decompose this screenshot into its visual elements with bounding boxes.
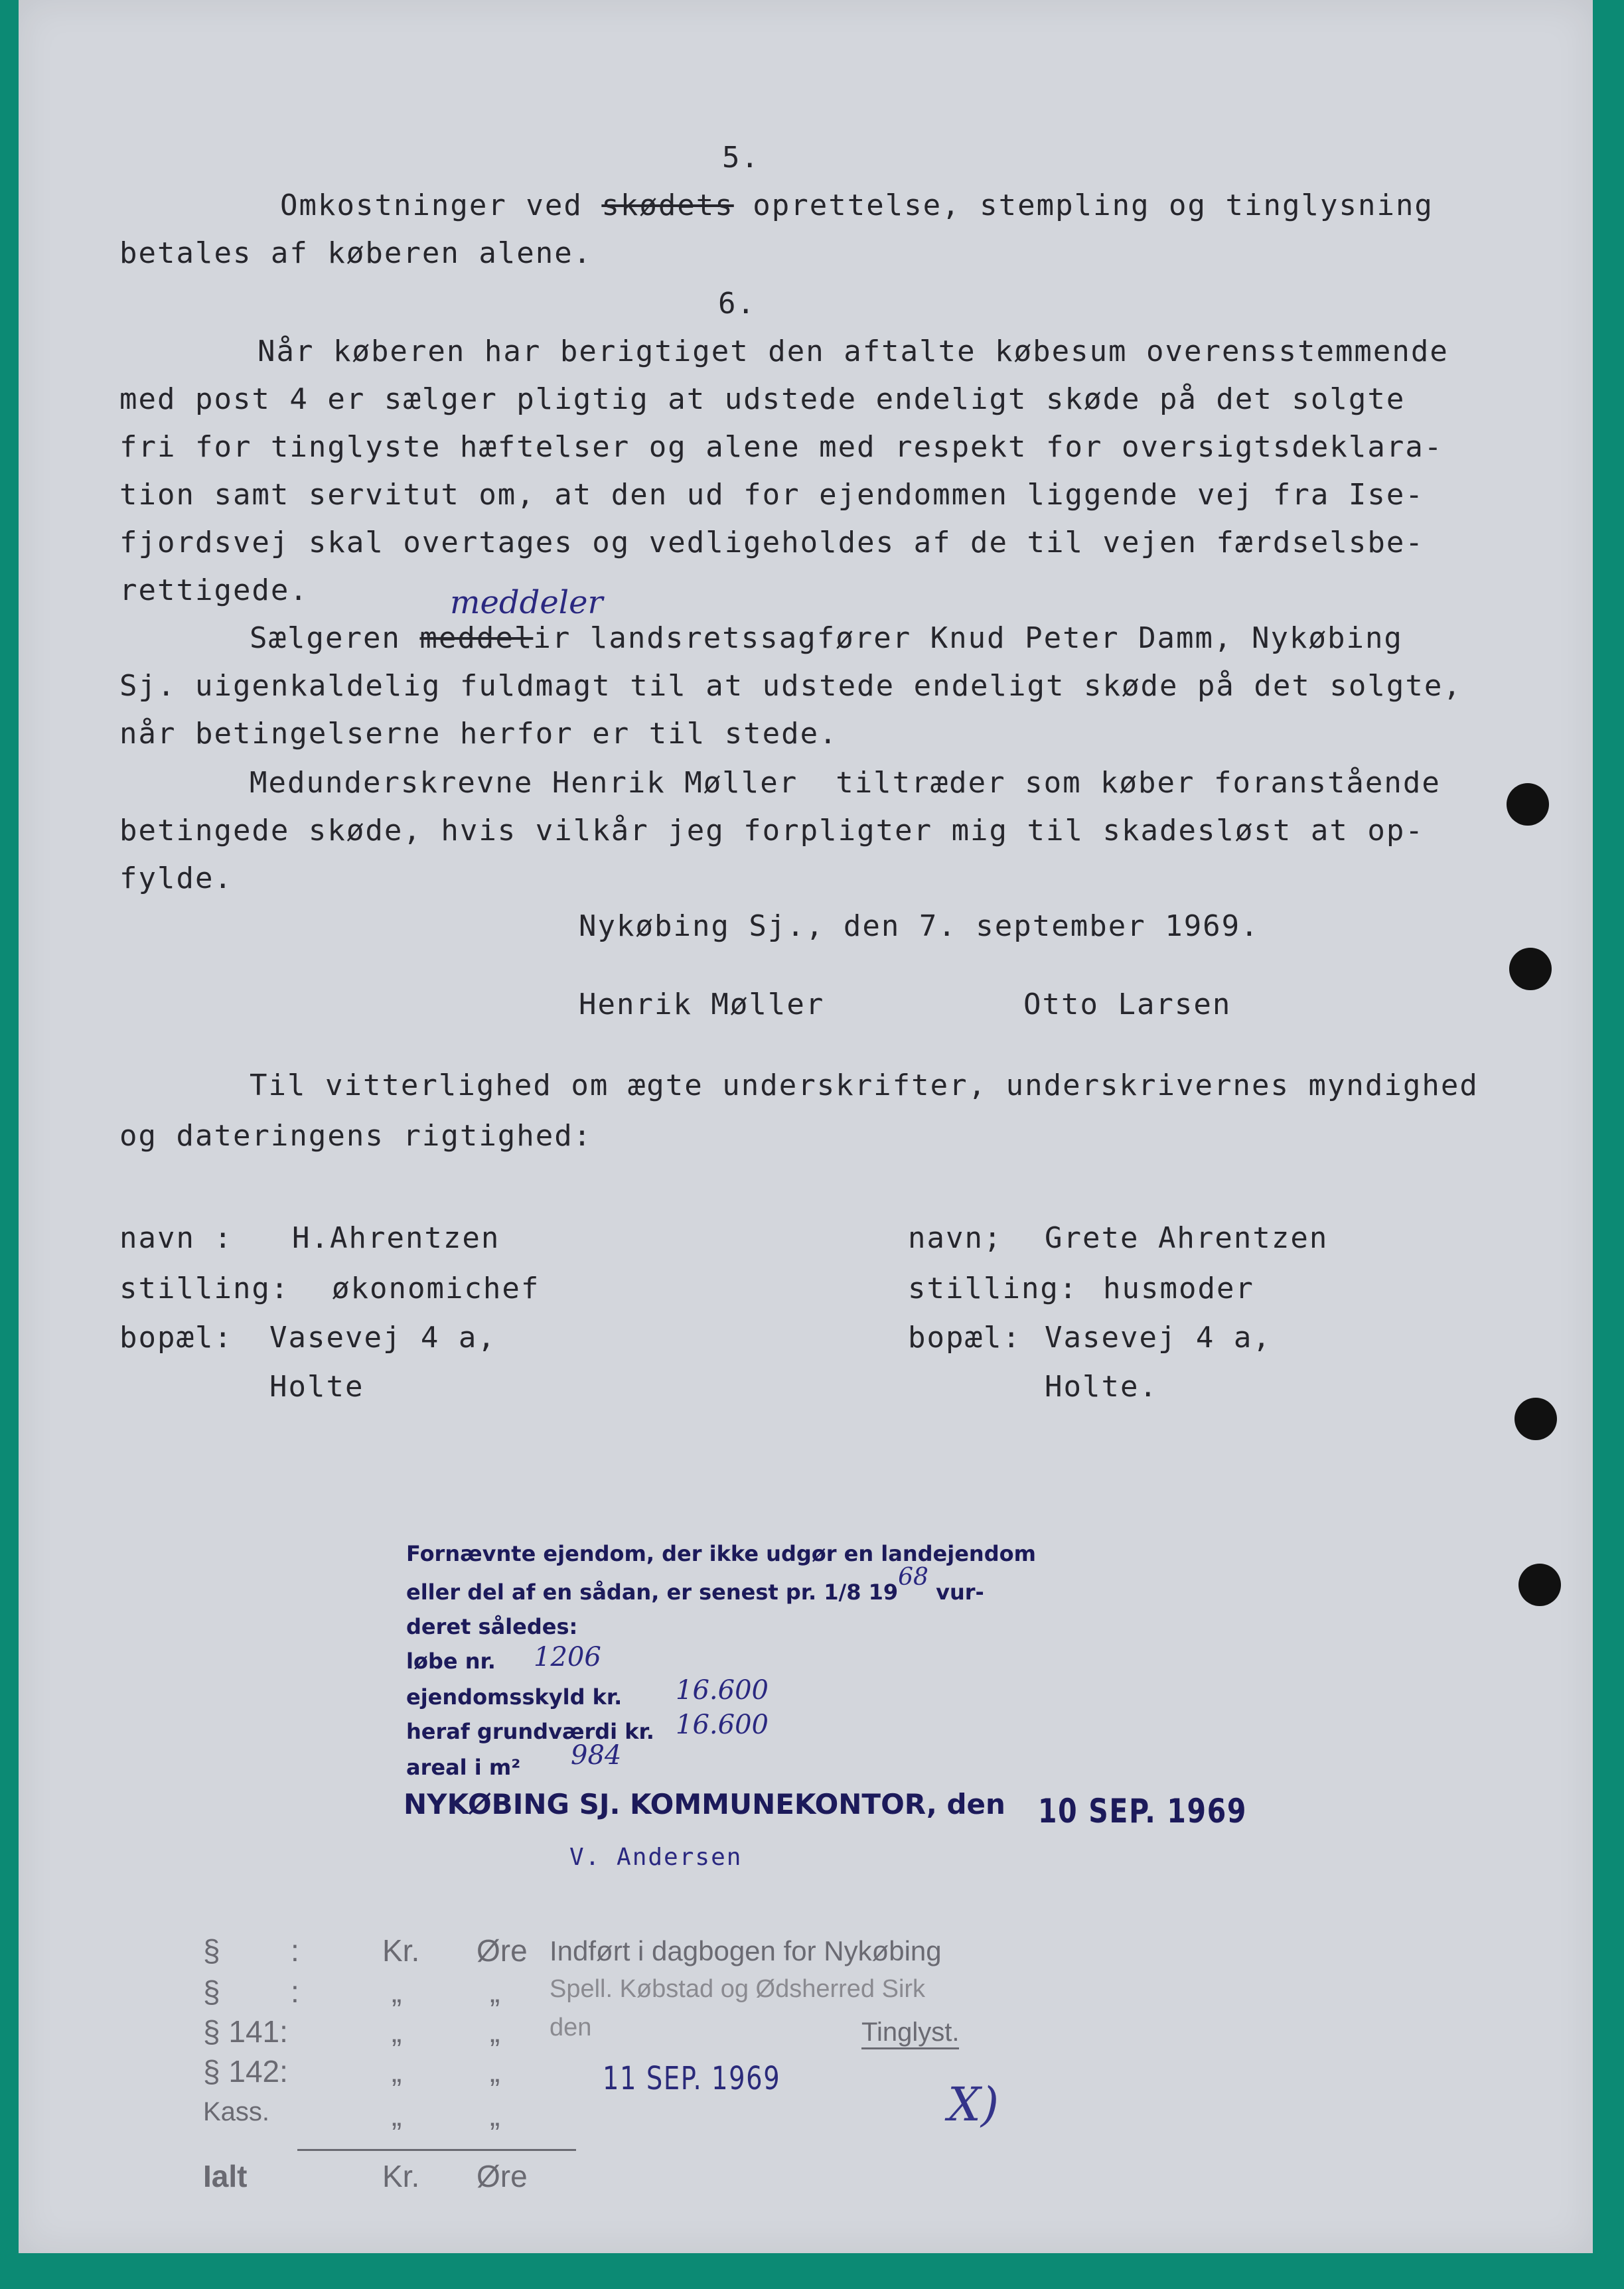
punch-hole-2 — [1509, 948, 1552, 990]
para5-line2: betales af køberen alene. — [119, 236, 593, 270]
witness-intro-line: og dateringens rigtighed: — [119, 1119, 593, 1153]
para5-text-a: Omkostninger ved — [280, 188, 602, 222]
signature-seller: Otto Larsen — [1023, 988, 1232, 1021]
reg-row1-sect: § — [203, 1933, 220, 1968]
para6-line: rettigede. — [119, 573, 309, 607]
stamp-line1: Fornævnte ejendom, der ikke udgør en landejendom — [406, 1541, 1036, 1566]
stamp-line2 — [406, 1564, 984, 1605]
reg-row3-sect: § 141: — [203, 2014, 288, 2049]
witness-left-navn: H.Ahrentzen — [292, 1221, 500, 1255]
stamp-grund-value: 16.600 — [676, 1710, 769, 1740]
stamp-lobe-label: løbe nr. — [406, 1649, 496, 1674]
witness-left-stilling: økonomichef — [332, 1272, 540, 1305]
para6-line: fjordsvej skal overtages og vedligeholdes af de til vejen færdselsbe- — [119, 526, 1424, 559]
reg-row2-ore: „ — [490, 1974, 500, 2009]
section-number-5: 5. — [722, 141, 760, 175]
seller-text-b: ir landsretssagfører Knud Peter Damm, Nykøbing — [533, 621, 1403, 655]
para6-line: fri for tinglyste hæftelser og alene med respekt for oversigtsdeklara- — [119, 430, 1443, 464]
seller-line1 — [250, 621, 1403, 655]
reg-row6-kr: Kr. — [382, 2159, 420, 2193]
reg-row3-kr: „ — [392, 2014, 402, 2049]
witness-right-stilling-label: stilling: — [908, 1272, 1078, 1305]
stamp-line3: deret således: — [406, 1614, 578, 1639]
buyer-line: fylde. — [119, 861, 233, 895]
stamp-skyld-value: 16.600 — [676, 1675, 769, 1706]
stamp-line2-b: vur- — [928, 1580, 984, 1605]
reg-row3-ore: „ — [490, 2014, 500, 2049]
stamp-areal-label: areal i m² — [406, 1755, 521, 1780]
witness-right-navn: Grete Ahrentzen — [1045, 1221, 1329, 1255]
para5-line1 — [280, 188, 1434, 222]
reg-row5-ore: „ — [490, 2098, 500, 2132]
witness-right-bopael-label: bopæl: — [908, 1321, 1021, 1355]
stamp-line2-a: eller del af en sådan, er senest pr. 1/8 19 — [406, 1580, 899, 1605]
seller-struck-word: meddel — [419, 621, 534, 655]
document-page — [19, 0, 1593, 2253]
place-date: Nykøbing Sj., den 7. september 1969. — [579, 909, 1260, 943]
reg-row2-sect: § — [203, 1974, 220, 2009]
para6-line: tion samt servitut om, at den ud for ejendommen liggende vej fra Ise- — [119, 478, 1424, 512]
stamp-year-handwritten: 68 — [898, 1564, 928, 1591]
reg-tinglyst: Tinglyst. — [861, 2018, 959, 2049]
punch-hole-3 — [1514, 1398, 1557, 1440]
witness-right-address2: Holte. — [1045, 1370, 1158, 1404]
witness-right-stilling: husmoder — [1103, 1272, 1254, 1305]
seller-text-a: Sælgeren — [250, 621, 420, 655]
reg-row6-ialt: Ialt — [203, 2159, 248, 2193]
section-number-6: 6. — [718, 287, 756, 321]
reg-date: 11 SEP. 1969 — [603, 2060, 781, 2097]
reg-row1-kr: Kr. — [382, 1933, 420, 1968]
para6-line: Når køberen har berigtiget den aftalte købesum overensstemmende — [258, 334, 1449, 368]
buyer-line: Medunderskrevne Henrik Møller tiltræder som køber foranstående — [250, 766, 1441, 800]
seller-line: Sj. uigenkaldelig fuldmagt til at udstede endeligt skøde på det solgte, — [119, 669, 1462, 703]
signature-buyer: Henrik Møller — [579, 988, 825, 1021]
punch-hole-4 — [1518, 1564, 1561, 1606]
reg-row2-text: Spell. Købstad og Ødsherred Sirk — [550, 1975, 926, 2003]
reg-row1-colon: : — [291, 1933, 299, 1968]
stamp-lobe-value: 1206 — [534, 1642, 601, 1672]
stamp-grund-label: heraf grundværdi kr. — [406, 1719, 654, 1744]
witness-right-navn-label: navn; — [908, 1221, 1003, 1255]
reg-row4-kr: „ — [392, 2054, 402, 2089]
stamp-date: 10 SEP. 1969 — [1038, 1792, 1248, 1830]
handwritten-correction: meddeler — [450, 584, 603, 621]
witness-left-address1: Vasevej 4 a, — [269, 1321, 496, 1355]
witness-left-address2: Holte — [269, 1370, 364, 1404]
para6-line: med post 4 er sælger pligtig at udstede endeligt skøde på det solgte — [119, 382, 1406, 416]
seller-line: når betingelserne herfor er til stede. — [119, 717, 838, 751]
buyer-line: betingede skøde, hvis vilkår jeg forpligter mig til skadesløst at op- — [119, 814, 1424, 848]
reg-sum-line — [297, 2149, 576, 2151]
reg-row5-kass: Kass. — [203, 2097, 270, 2126]
reg-row4-sect: § 142: — [203, 2054, 288, 2089]
witness-intro-line: Til vitterlighed om ægte underskrifter, underskrivernes myndighed — [250, 1069, 1479, 1102]
stamp-areal-value: 984 — [571, 1740, 622, 1771]
reg-row5-kr: „ — [392, 2098, 402, 2132]
para5-struck-word: skødets — [601, 188, 734, 222]
reg-initials: X) — [948, 2077, 999, 2132]
reg-row2-kr: „ — [392, 1974, 402, 2009]
witness-left-bopael-label: bopæl: — [119, 1321, 233, 1355]
reg-row6-ore: Øre — [477, 2159, 528, 2193]
reg-row1-text: Indført i dagbogen for Nykøbing — [550, 1935, 942, 1966]
reg-row1-ore: Øre — [477, 1933, 528, 1968]
witness-left-navn-label: navn : — [119, 1221, 233, 1255]
stamp-signed: V. Andersen — [569, 1844, 743, 1871]
para5-text-b: oprettelse, stempling og tinglysning — [733, 188, 1434, 222]
reg-row4-ore: „ — [490, 2054, 500, 2089]
stamp-skyld-label: ejendomsskyld kr. — [406, 1684, 623, 1710]
reg-row3-den: den — [550, 2014, 592, 2041]
witness-right-address1: Vasevej 4 a, — [1045, 1321, 1272, 1355]
punch-hole-1 — [1507, 783, 1549, 826]
reg-row2-colon: : — [291, 1974, 299, 2009]
witness-left-stilling-label: stilling: — [119, 1272, 290, 1305]
stamp-office: NYKØBING SJ. KOMMUNEKONTOR, den — [404, 1788, 1005, 1820]
